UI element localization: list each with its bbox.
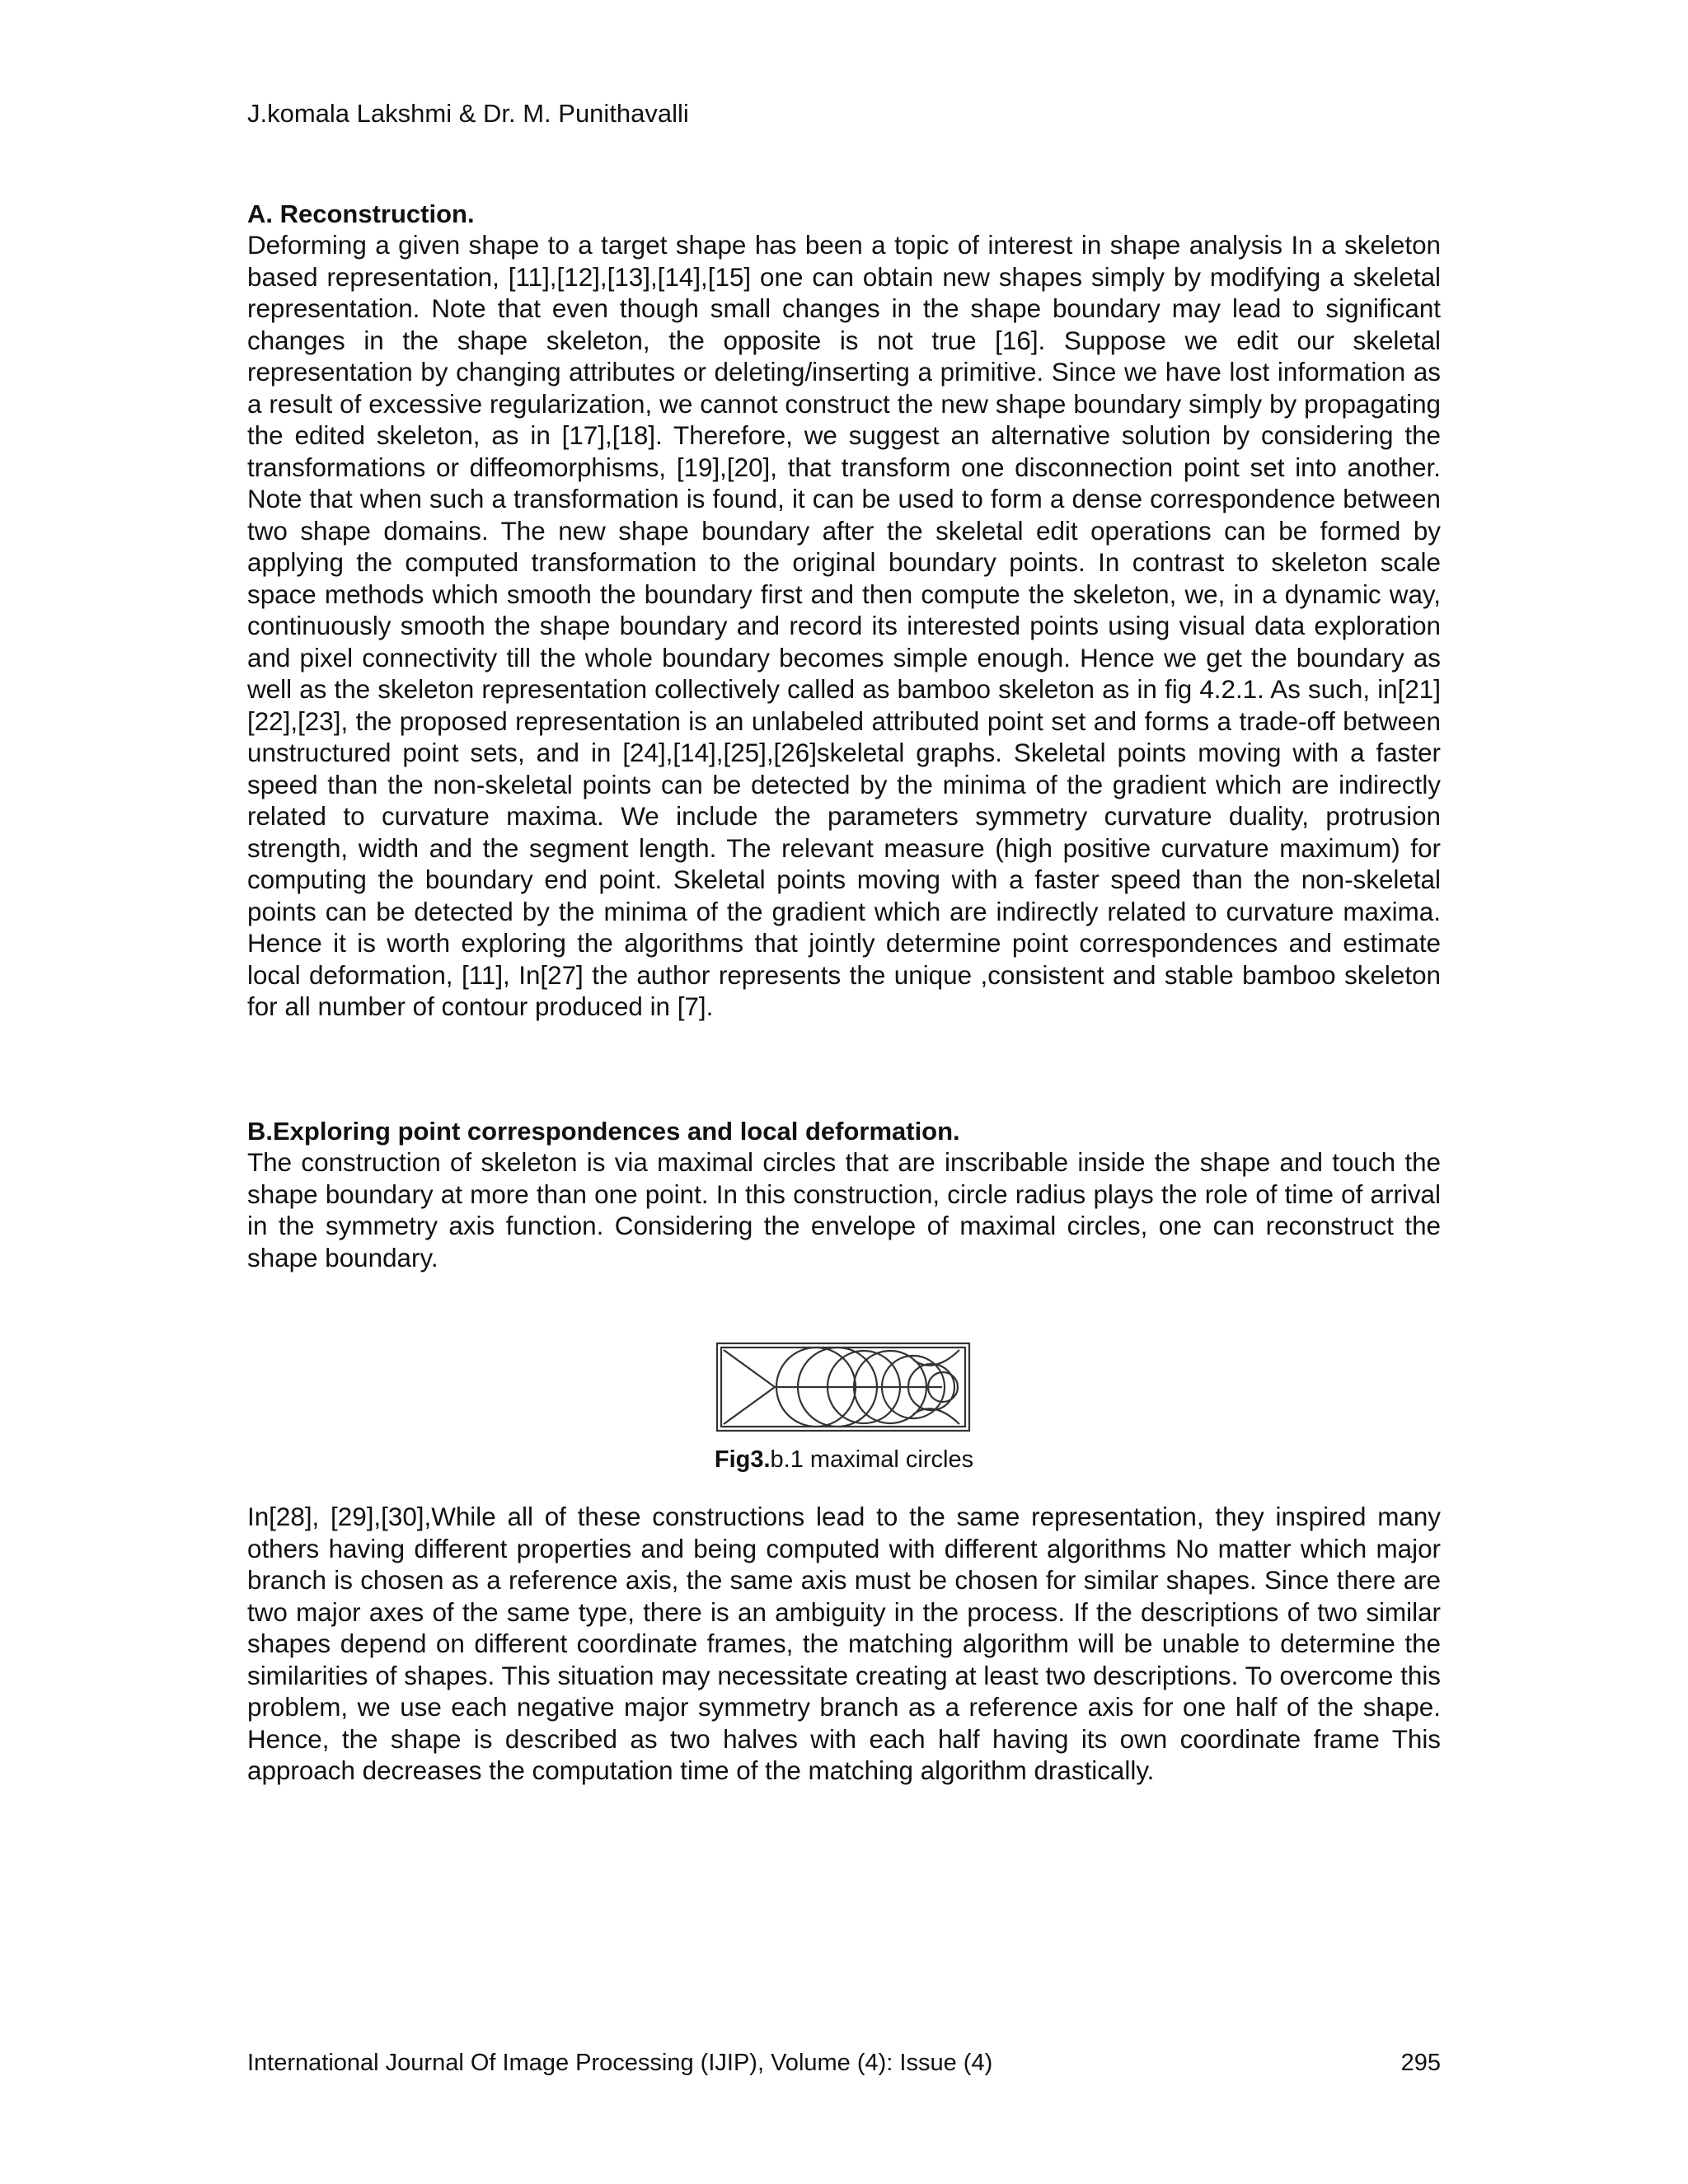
paragraph-point-correspondences: The construction of skeleton is via maximal circles that are inscribable inside the shape and touch the shape boundary at more than one point. In this construction, circle radius plays the role of time of arrival in the symmetry axis function. Considering the envelope of maximal circles, one can reconstruct the shape boundary. <box>247 1148 1441 1272</box>
footer-journal-title: International Journal Of Image Processing (IJIP), Volume (4): Issue (4) <box>247 2050 993 2076</box>
maximal-circles-figure <box>707 1317 979 1441</box>
skeleton-fork <box>724 1350 775 1424</box>
page-header-authors: J.komala Lakshmi & Dr. M. Punithavalli <box>247 99 689 128</box>
figure-caption-label: Fig3. <box>714 1446 771 1473</box>
skeleton-branch <box>913 1408 959 1424</box>
section-heading-reconstruction: A. Reconstruction. <box>247 199 475 228</box>
figure-caption <box>0 1445 1688 1474</box>
footer-page-number: 295 <box>1400 2050 1441 2076</box>
section-point-correspondences <box>247 1116 1441 1274</box>
skeleton-branch <box>913 1350 959 1366</box>
section-heading-point-correspondences: B.Exploring point correspondences and local deformation. <box>247 1117 960 1146</box>
maximal-circles-diagram-icon <box>707 1317 979 1441</box>
paragraph-constructions: In[28], [29],[30],While all of these constructions lead to the same representation, they inspired many others having different properties and being computed with different algorithms No matter which major branch is chosen as a reference axis, the same axis must be chosen for similar shapes. Since there are two major axes of the same type, there is an ambiguity in the process. If the descriptions of two similar shapes depend on different coordinate frames, the matching algorithm will be unable to determine the similarities of shapes. This situation may necessitate creating at least two descriptions. To overcome this problem, we use each negative major symmetry branch as a reference axis for one half of the shape. Hence, the shape is described as two halves with each half having its own coordinate frame This approach decreases the computation time of the matching algorithm drastically. <box>247 1502 1441 1785</box>
section-reconstruction <box>247 199 1441 1024</box>
paragraph-reconstruction: Deforming a given shape to a target shape has been a topic of interest in shape analysis In a skeleton based representation, [11],[12],[13],[14],[15] one can obtain new shapes simply by modifying a skeletal representation. Note that even though small changes in the shape boundary may lead to significant changes in the shape skeleton, the opposite is not true [16]. Suppose we edit our skeletal representation by changing attributes or deleting/inserting a primitive. Since we have lost information as a result of excessive regularization, we cannot construct the new shape boundary simply by propagating the edited skeleton, as in [17],[18]. Therefore, we suggest an alternative solution by considering the transformations or diffeomorphisms, [19],[20], that transform one disconnection point set into another. Note that when such a transformation is found, it can be used to form a dense correspondence between two shape domains. The new shape boundary after the skeletal edit operations can be formed by applying the computed transformation to the original boundary points. In contrast to skeleton scale space methods which smooth the boundary first and then compute the skeleton, we, in a dynamic way, continuously smooth the shape boundary and record its interested points using visual data exploration and pixel connectivity till the whole boundary becomes simple enough. Hence we get the boundary as well as the skeleton representation collectively called as bamboo skeleton as in fig 4.2.1. As such, in[21][22],[23], the proposed representation is an unlabeled attributed point set and forms a trade-off between unstructured point sets, and in [24],[14],[25],[26]skeletal graphs. Skeletal points moving with a faster speed than the non-skeletal points can be detected by the minima of the gradient which are indirectly related to curvature maxima. We include the parameters symmetry curvature duality, protrusion strength, width and the segment length. The relevant measure (high positive curvature maximum) for computing the boundary end point. Skeletal points moving with a faster speed than the non-skeletal points can be detected by the minima of the gradient which are indirectly related to curvature maxima. Hence it is worth exploring the algorithms that jointly determine point correspondences and estimate local deformation, [11], In[27] the author represents the unique ,consistent and stable bamboo skeleton for all number of contour produced in [7]. <box>247 231 1441 1021</box>
figure-caption-text: b.1 maximal circles <box>770 1446 974 1473</box>
section-constructions <box>247 1502 1441 1788</box>
